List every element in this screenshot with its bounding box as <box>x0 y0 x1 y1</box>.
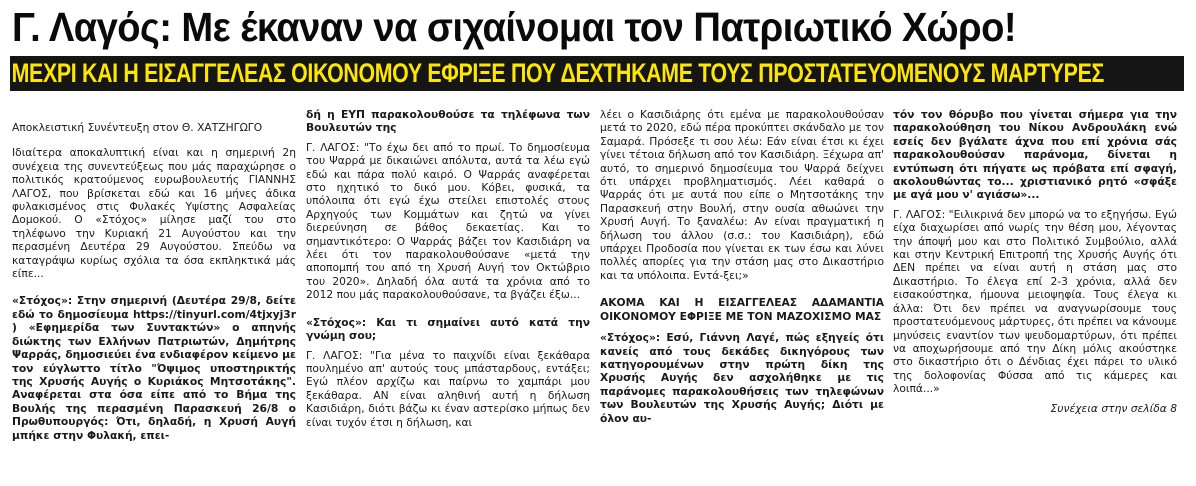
subheadline: ΜΕΧΡΙ ΚΑΙ Η ΕΙΣΑΓΓΕΛΕΑΣ ΟΙΚΟΝΟΜΟΥ ΕΦΡΙΞΕ ΠΟΥ ΔΕΧΤΗΚΑΜΕ ΤΟΥΣ ΠΡΟΣΤΑΤΕΥΟΜΕΝΟΥΣ ΜΑΡΤΥΡΕΣ <box>11 58 1104 88</box>
answer-paragraph: Γ. ΛΑΓΟΣ: "Για μένα το παιχνίδι είναι ξεκάθαρα πουλημένο απ' αυτούς τους μπάσταρδους, εντάξει; Εγώ πλέον αρχίζω και παίρνω το χαμπάρι μου ξεκάθαρα. ΑΝ είναι αληθινή αυτή η δήλωση Κασιδιάρη, διότι βάζω κι έναν αστερίσκο μήπως δεν είναι τυχόν έτσι η δήλωση, και <box>306 348 590 429</box>
question-paragraph: «Στόχος»: Στην σημερινή (Δευτέρα 29/8, δείτε εδώ το δημοσίευμα https://tinyurl.com/4tjxyj3r ) «Εφημερίδα των Συντακτών» ο απηνής διώκτης των Ελλήνων Πατριωτών, Δημήτρης Ψαρράς, δημοσιεύει ένα ενδιαφέρον κείμενο με τον εύγλωττο τίτλο "Όψιμος υποστηρικτής της Χρυσής Αυγής ο Κυριάκος Μητσοτάκης". Αναφέρεται στα όσα είπε από το Βήμα της Βουλής της περασμένη Παρασκευή 26/8 ο Πρωθυπουργός: Ότι, δηλαδή, η Χρυσή Αυγή μπήκε στην Φυλακή, επει- <box>12 294 296 442</box>
section-heading: ΑΚΟΜΑ ΚΑΙ Η ΕΙΣΑΓΓΕΛΕΑΣ ΑΔΑΜΑΝΤΙΑ ΟΙΚΟΝΟΜΟΥ ΕΦΡΙΞΕ ΜΕ ΤΟΝ ΜΑΖΟΧΙΣΜΟ ΜΑΣ <box>600 296 884 323</box>
headline: Γ. Λαγός: Με έκαναν να σιχαίνομαι τον Πατριωτικό Χώρο! <box>12 4 1016 50</box>
question-continuation: δή η ΕΥΠ παρακολουθούσε τα τηλέφωνα των Βουλευτών της <box>306 108 590 135</box>
answer-paragraph: Γ. ΛΑΓΟΣ: "Ειλικρινά δεν μπορώ να το εξηγήσω. Εγώ είχα διαχωρίσει από νωρίς την θέση μου, λέγοντας την άποψή μου και στο Πολιτικό Συμβούλιο, αλλά και στην Κεντρική Επιτροπή της Χρυσής Αυγής ότι ΔΕΝ πρέπει να είναι αυτή η στάση μας στο Δικαστήριο. Το έλεγα επί 2-3 χρόνια, αλλά δεν εισακούστηκα, ήμουνα μειοψηφία. Τους έλεγα κι άλλα: Ότι δεν πρέπει να αναγνωρίσουμε τους προστατευόμενους μάρτυρες, ότι πρέπει να κάνουμε μηνύσεις εναντίον των ψευδομαρτύρων, ότι πρέπει να αποχωρήσουμε από την Δίκη μόλις ακούστηκε στο δικαστήριο ότι ο Δένδιας έχει πάρει το υλικό της δολοφονίας Φύσσα από τις κάμερες και λοιπά...» <box>893 207 1177 396</box>
continued-link[interactable]: Συνέχεια στην σελίδα 8 <box>1050 401 1177 415</box>
article-column-4 <box>893 108 1177 421</box>
byline: Αποκλειστική Συνέντευξη στον Θ. ΧΑΤΖΗΓΩΓΟ <box>12 121 263 134</box>
subheadline-banner <box>10 56 1184 91</box>
answer-paragraph: Γ. ΛΑΓΟΣ: "Το έχω δει από το πρωί. Το δημοσίευμα του Ψαρρά με δικαιώνει απόλυτα, αυτά τα λέω εγώ εδώ και πάρα πολύ καιρό. Ο Ψαρράς αναφέρεται στο ηχητικό το δικό μου. Κόβει, φυσικά, τα υπόλοιπα ότι εγώ έχω στείλει επιστολές στους Αρχηγούς των Κομμάτων και ζητώ να γίνει διερεύνηση σε βάθος δεκαετίας. Και το σημαντικότερο: Ο Ψαρράς βάζει τον Κασιδιάρη να λέει ότι τον παρακολουθούσανε «μετά την αποπομπή του από τη Χρυσή Αυγή τον Οκτώβριο του 2020». Δηλαδή όλα αυτά τα χρόνια από το 2012 που μάς παρακολουθούσανε, τα βγάζει έξω... <box>306 140 590 302</box>
question-paragraph: «Στόχος»: Και τι σημαίνει αυτό κατά την γνώμη σου; <box>306 315 590 343</box>
question-paragraph: «Στόχος»: Εσύ, Γιάννη Λαγέ, πώς εξηγείς ότι κανείς από τους δεκάδες δικηγόρους των κατηγορουμένων στην πρώτη δίκη της Χρυσής Αυγής δεν ασχολήθηκε με τις παράνομες παρακολουθήσεις των τηλεφώνων των Βουλευτών της Χρυσής Αυγής; Διότι με όλον αυ- <box>600 331 884 425</box>
intro-paragraph: Ιδιαίτερα αποκαλυπτική είναι και η σημερινή 2η συνέχεια της συνεντεύξεως που μάς παραχώρησε ο πολιτικός κρατούμενος ευρωβουλευτής ΓΙΑΝΝΗΣ ΛΑΓΟΣ, που βρίσκεται εδώ και 16 μήνες άδικα φυλακισμένος στις Φυλακές Υψίστης Ασφαλείας Δομοκού. Ο «Στόχος» μίλησε μαζί του στο τηλέφωνο την Κυριακή 21 Αυγούστου και την περασμένη Δευτέρα 29 Αυγούστου. Σπεύδω να καταγράψω κυρίως σχόλια τα όσα εκπληκτικά μάς είπε... <box>12 146 296 281</box>
article-column-1 <box>12 121 296 448</box>
question-continuation: τόν τον θόρυβο που γίνεται σήμερα για την παρακολούθηση του Νίκου Ανδρουλάκη ενώ εσείς δεν βγάλατε άχνα που επί χρόνια σάς παρακολουθούσαν παράνομα, δίνεται η εντύπωση ότι πήγατε ως πρόβατα επί σφαγή, ακολουθώντας το... χριστιανικό ρητό «σφάξε με αγά μου ν' αγιάσω»... <box>893 108 1177 202</box>
answer-continuation: λέει ο Κασιδιάρης ότι εμένα με παρακολουθούσαν μετά το 2020, εδώ πέρα προκύπτει σκάνδαλο με τον Σαμαρά. Πρόσεξε τι σου λέω: Εάν είναι έτσι κι έχει γίνει τέτοια δήλωση από τον Κασιδιάρη. Ξέχωρα απ' αυτό, το σημερινό δημοσίευμα του Ψαρρά δείχνει ότι υπάρχει προβληματισμός. Λέει καθαρά ο Ψαρράς ότι με αυτά που είπε ο Μητσοτάκης την Παρασκευή στην Βουλή, στην ουσία αθωώνει την Χρυσή Αυγή. Το ξαναλέω: Αν είναι πραγματική η δήλωση του άλλου (σ.σ.: του Κασιδιάρη), εδώ υπάρχει Προδοσία που γίνεται εκ των έσω και λύνει πολλές απορίες για την στάση μας στο Δικαστήριο και τα υπόλοιπα. Εντά-ξει;» <box>600 108 884 282</box>
article-column-3 <box>600 108 884 431</box>
article-column-2 <box>306 108 590 435</box>
